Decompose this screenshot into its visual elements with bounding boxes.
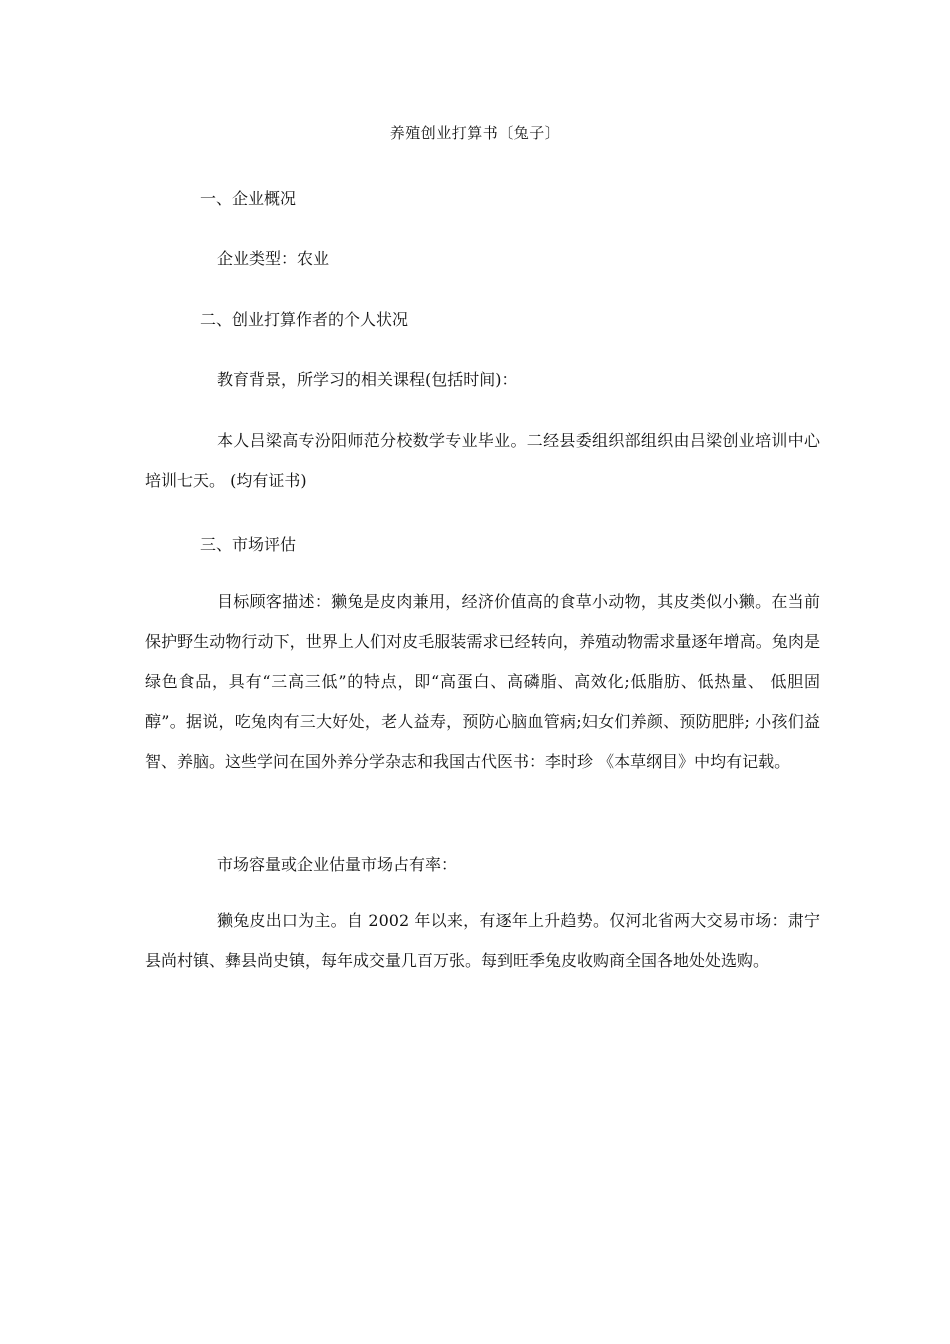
target-customers-paragraph: 目标顾客描述：獭兔是皮肉兼用，经济价值高的食草小动物，其皮类似小獭。在当前保护野生动物行动下，世界上人们对皮毛服装需求已经转向，养殖动物需求量逐年增高。兔肉是绿色食品，具有“三高三低”的特点，即“高蛋白、高磷脂、高效化;低脂肪、低热量、 低胆固醇”。据说，吃兔肉有三大好处，老人益寿，预防心脑血管病;妇女们养颜、预防肥胖; 小孩们益智、养脑。这些学问在国外养分学杂志和我国古代医书：李时珍 《本草纲目》中均有记载。 [145,592,820,771]
market-capacity-label: 市场容量或企业估量市场占有率： [217,855,458,874]
section-3-heading: 三、市场评估 [200,535,297,554]
market-capacity-paragraph: 獭兔皮出口为主。自 2002 年以来，有逐年上升趋势。仅河北省两大交易市场：肃宁县尚村镇、彝县尚史镇，每年成交量几百万张。每到旺季兔皮收购商全国各地处处选购。 [145,911,820,970]
document-title: 养殖创业打算书〔兔子〕 [389,124,561,142]
education-label: 教育背景，所学习的相关课程(包括时间)： [217,370,518,389]
enterprise-type: 企业类型：农业 [217,249,330,268]
education-paragraph: 本人吕梁高专汾阳师范分校数学专业毕业。二经县委组织部组织由吕梁创业培训中心培训七天。 (均有证书) [145,431,820,490]
section-2-heading: 二、创业打算作者的个人状况 [200,310,409,329]
section-1-heading: 一、企业概况 [200,189,297,208]
